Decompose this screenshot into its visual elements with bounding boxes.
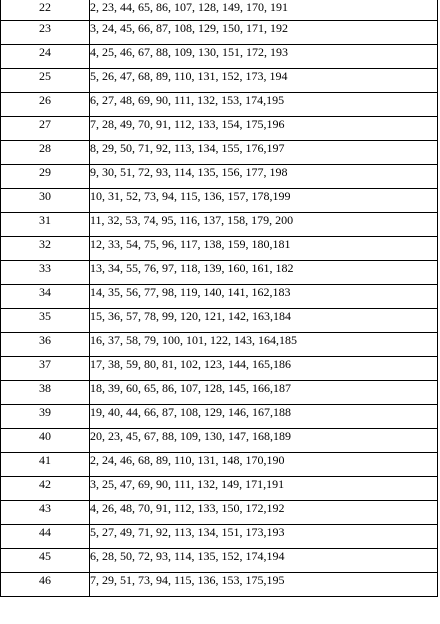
row-number-cell: 33 (1, 261, 90, 285)
row-number-cell: 45 (1, 549, 90, 573)
table-row (1, 477, 438, 501)
table-row (1, 0, 438, 21)
row-number-cell: 31 (1, 213, 90, 237)
row-values-cell: 2, 24, 46, 68, 89, 110, 131, 148, 170,190 (90, 453, 438, 477)
table-row (1, 429, 438, 453)
row-values-cell: 5, 26, 47, 68, 89, 110, 131, 152, 173, 194 (90, 69, 438, 93)
table-row (1, 573, 438, 597)
row-number-cell: 46 (1, 573, 90, 597)
row-values-cell: 7, 29, 51, 73, 94, 115, 136, 153, 175,195 (90, 573, 438, 597)
row-number-cell: 22 (1, 0, 90, 21)
row-number-cell: 27 (1, 117, 90, 141)
table-row (1, 261, 438, 285)
row-values-cell: 10, 31, 52, 73, 94, 115, 136, 157, 178,199 (90, 189, 438, 213)
row-number-cell: 39 (1, 405, 90, 429)
row-values-cell: 2, 23, 44, 65, 86, 107, 128, 149, 170, 191 (90, 0, 438, 21)
table-row (1, 333, 438, 357)
table-row (1, 525, 438, 549)
row-number-cell: 42 (1, 477, 90, 501)
row-values-cell: 6, 28, 50, 72, 93, 114, 135, 152, 174,194 (90, 549, 438, 573)
table-row (1, 357, 438, 381)
row-number-cell: 37 (1, 357, 90, 381)
table-row (1, 381, 438, 405)
row-values-cell: 9, 30, 51, 72, 93, 114, 135, 156, 177, 198 (90, 165, 438, 189)
row-number-cell: 26 (1, 93, 90, 117)
table-row (1, 237, 438, 261)
table-body (1, 0, 438, 597)
table-row (1, 309, 438, 333)
row-number-cell: 25 (1, 69, 90, 93)
table-row (1, 453, 438, 477)
table-row (1, 45, 438, 69)
row-number-cell: 32 (1, 237, 90, 261)
row-values-cell: 8, 29, 50, 71, 92, 113, 134, 155, 176,197 (90, 141, 438, 165)
row-number-cell: 23 (1, 21, 90, 45)
row-number-cell: 36 (1, 333, 90, 357)
table-row (1, 285, 438, 309)
row-values-cell: 20, 23, 45, 67, 88, 109, 130, 147, 168,189 (90, 429, 438, 453)
row-number-cell: 34 (1, 285, 90, 309)
row-values-cell: 7, 28, 49, 70, 91, 112, 133, 154, 175,196 (90, 117, 438, 141)
row-number-cell: 41 (1, 453, 90, 477)
table-row (1, 117, 438, 141)
table-row (1, 141, 438, 165)
table-row (1, 501, 438, 525)
row-values-cell: 3, 24, 45, 66, 87, 108, 129, 150, 171, 192 (90, 21, 438, 45)
row-values-cell: 4, 26, 48, 70, 91, 112, 133, 150, 172,192 (90, 501, 438, 525)
row-values-cell: 17, 38, 59, 80, 81, 102, 123, 144, 165,186 (90, 357, 438, 381)
table-row (1, 69, 438, 93)
table-row (1, 93, 438, 117)
row-values-cell: 18, 39, 60, 65, 86, 107, 128, 145, 166,187 (90, 381, 438, 405)
row-values-cell: 16, 37, 58, 79, 100, 101, 122, 143, 164,185 (90, 333, 438, 357)
row-values-cell: 19, 40, 44, 66, 87, 108, 129, 146, 167,188 (90, 405, 438, 429)
row-number-cell: 40 (1, 429, 90, 453)
table-row (1, 21, 438, 45)
table-row (1, 405, 438, 429)
row-values-cell: 4, 25, 46, 67, 88, 109, 130, 151, 172, 193 (90, 45, 438, 69)
row-number-cell: 44 (1, 525, 90, 549)
row-number-cell: 35 (1, 309, 90, 333)
row-number-cell: 24 (1, 45, 90, 69)
row-values-cell: 11, 32, 53, 74, 95, 116, 137, 158, 179, 200 (90, 213, 438, 237)
row-number-cell: 43 (1, 501, 90, 525)
row-number-cell: 28 (1, 141, 90, 165)
row-values-cell: 15, 36, 57, 78, 99, 120, 121, 142, 163,184 (90, 309, 438, 333)
row-values-cell: 12, 33, 54, 75, 96, 117, 138, 159, 180,181 (90, 237, 438, 261)
row-values-cell: 13, 34, 55, 76, 97, 118, 139, 160, 161, 182 (90, 261, 438, 285)
row-number-cell: 38 (1, 381, 90, 405)
row-values-cell: 3, 25, 47, 69, 90, 111, 132, 149, 171,191 (90, 477, 438, 501)
row-values-cell: 14, 35, 56, 77, 98, 119, 140, 141, 162,183 (90, 285, 438, 309)
table-row (1, 165, 438, 189)
row-number-cell: 30 (1, 189, 90, 213)
row-number-cell: 29 (1, 165, 90, 189)
table-row (1, 549, 438, 573)
row-values-cell: 5, 27, 49, 71, 92, 113, 134, 151, 173,193 (90, 525, 438, 549)
table-row (1, 189, 438, 213)
table-row (1, 213, 438, 237)
row-values-cell: 6, 27, 48, 69, 90, 111, 132, 153, 174,195 (90, 93, 438, 117)
